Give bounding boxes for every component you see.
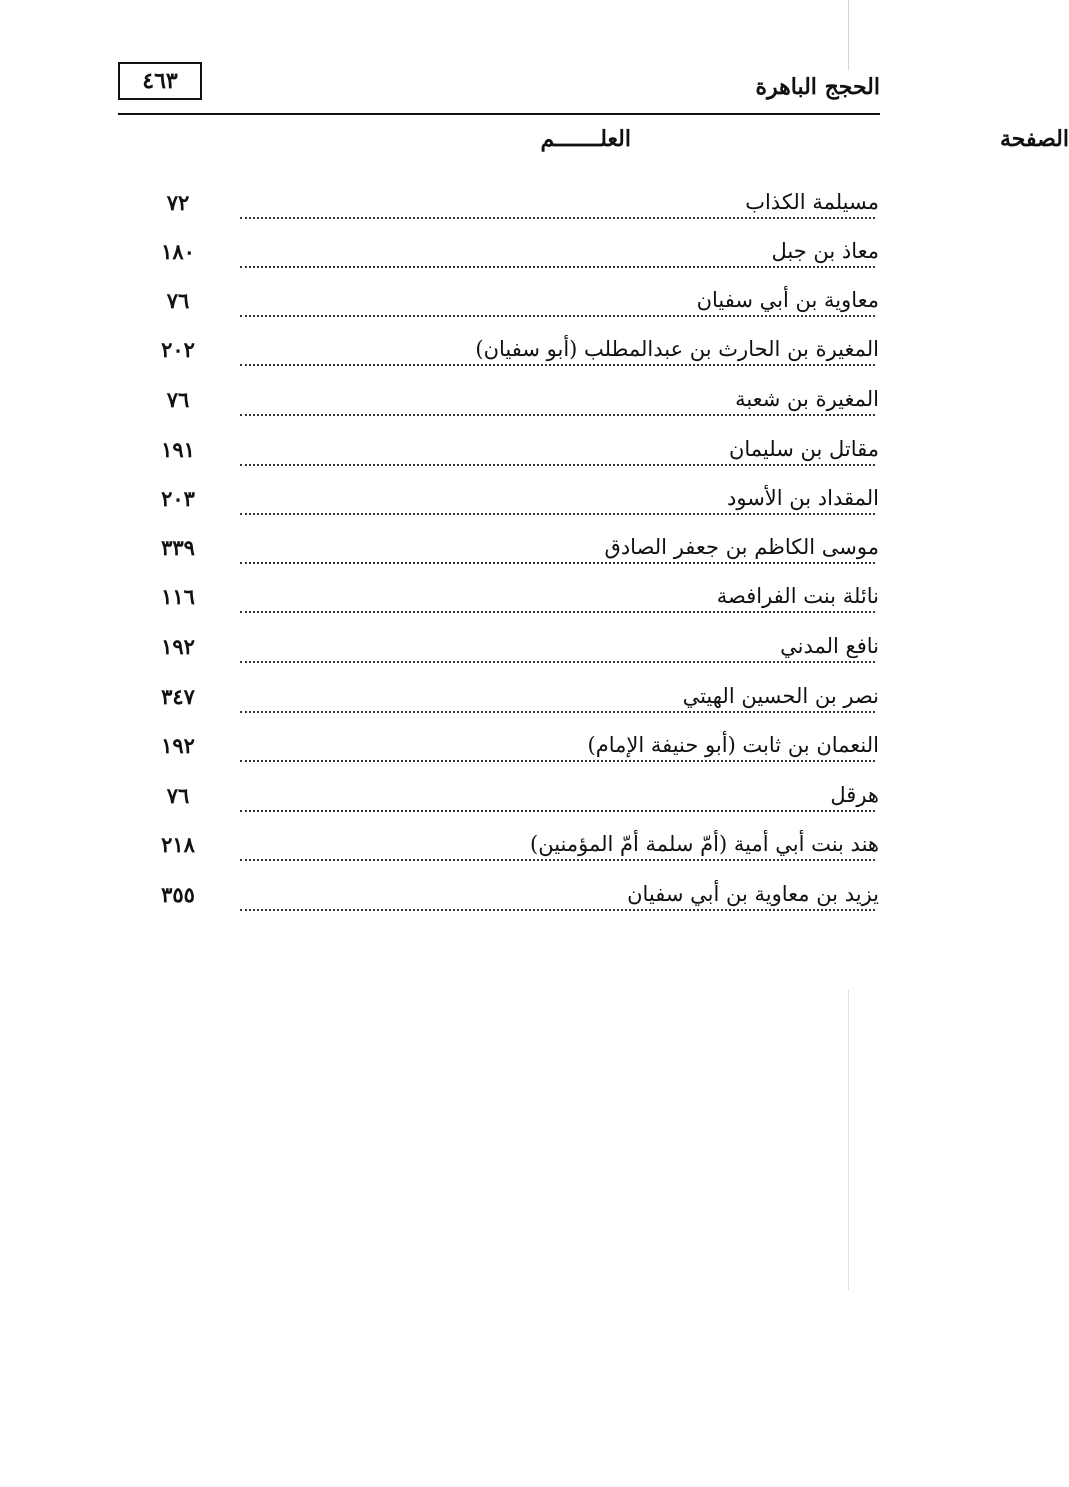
entry-name: هرقل [824,783,879,807]
entry-name: مسيلمة الكذاب [739,190,879,214]
dot-leader [240,266,875,268]
dot-leader [240,364,875,366]
entry-name: نائلة بنت الفرافصة [711,584,879,608]
dot-leader [240,661,875,663]
dot-leader [240,611,875,613]
entry-name: معاذ بن جبل [765,239,879,263]
index-entry [0,190,927,230]
index-entry [0,535,927,575]
book-title: الحجج الباهرة [755,74,880,100]
entry-page: ٧٢ [166,190,190,215]
entry-name: يزيد بن معاوية بن أبي سفيان [621,882,879,906]
entry-page: ١٨٠ [161,239,195,264]
name-column-heading: العلـــــــم [540,126,631,152]
entry-name: نافع المدني [774,634,879,658]
entry-name: المغيرة بن شعبة [729,387,879,411]
dot-leader [240,464,875,466]
entry-name: موسى الكاظم بن جعفر الصادق [599,535,879,559]
index-entry [0,387,927,427]
dot-leader [240,414,875,416]
index-entry [0,584,927,624]
entry-name: هند بنت أبي أمية (أمّ سلمة أمّ المؤمنين) [524,832,879,856]
index-entry [0,832,927,872]
scan-artifact [848,990,849,1290]
dot-leader [240,513,875,515]
entry-page: ٢٠٢ [161,337,195,362]
index-entry [0,634,927,674]
index-entry [0,783,927,823]
header-rule [118,113,880,115]
entry-name: المقداد بن الأسود [721,486,879,510]
entry-page: ١١٦ [161,584,195,609]
entry-page: ٣٣٩ [161,535,195,560]
entry-page: ٣٥٥ [161,882,195,907]
index-entry [0,239,927,279]
dot-leader [240,217,875,219]
index-entry [0,733,927,773]
entry-name: المغيرة بن الحارث بن عبدالمطلب (أبو سفيان) [469,337,879,361]
running-header [118,62,880,117]
entry-name: نصر بن الحسين الهيتي [677,684,879,708]
dot-leader [240,711,875,713]
scan-artifact [848,0,849,70]
dot-leader [240,315,875,317]
entry-page: ٧٦ [166,387,190,412]
dot-leader [240,810,875,812]
entry-page: ٧٦ [166,783,190,808]
entry-page: ٧٦ [166,288,190,313]
entry-page: ٢١٨ [161,832,195,857]
index-entry [0,882,927,922]
dot-leader [240,859,875,861]
dot-leader [240,909,875,911]
entry-page: ١٩٢ [161,634,195,659]
entry-name: مقاتل بن سليمان [723,437,879,461]
entry-name: معاوية بن أبي سفيان [691,288,879,312]
page-column-heading: الصفحة [999,126,1069,152]
entry-name: النعمان بن ثابت (أبو حنيفة الإمام) [582,733,880,757]
dot-leader [240,562,875,564]
index-entry [0,684,927,724]
page-number: ٤٦٣ [142,68,178,94]
entry-page: ٣٤٧ [161,684,195,709]
index-entry [0,437,927,477]
entry-page: ٢٠٣ [161,486,195,511]
entry-page: ١٩٢ [161,733,195,758]
index-entry [0,486,927,526]
index-entry [0,337,927,377]
index-entry [0,288,927,328]
page-number-box [118,62,202,100]
entry-page: ١٩١ [161,437,195,462]
dot-leader [240,760,875,762]
